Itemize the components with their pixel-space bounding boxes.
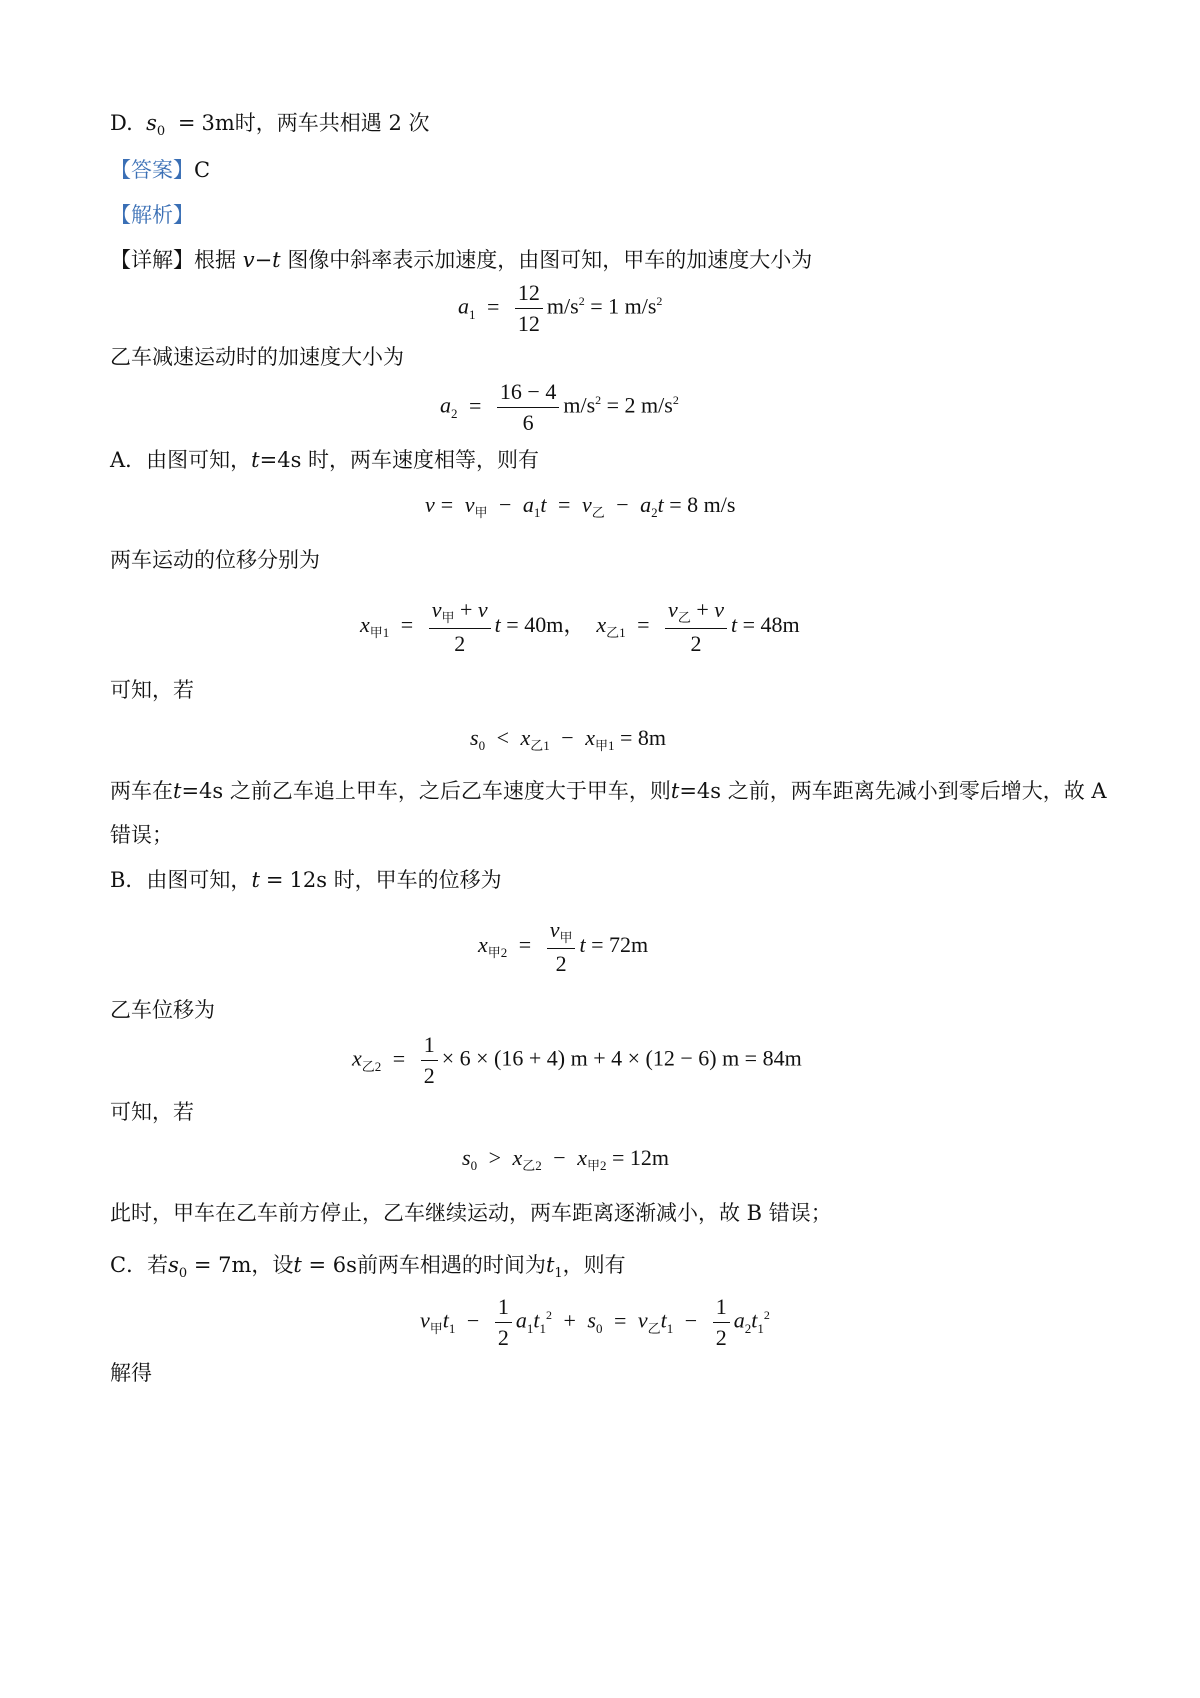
equation-x-jia2: $x_{甲2}$ = $\frac{v_甲}{2}$ t = 72m bbox=[478, 917, 649, 976]
paragraph-kezhi-1: 可知，若 bbox=[110, 678, 194, 702]
equation-a2: $a_2$ = $\frac{16 - 4}{6}$ $m/s^2 = 2$ $m/s^2$ bbox=[440, 379, 679, 435]
answer-value: C bbox=[194, 158, 211, 182]
analysis-tag: 【解析】 bbox=[110, 203, 194, 227]
option-a-line: A．由图可知，t=4s 时，两车速度相等，则有 bbox=[110, 448, 540, 472]
option-c-line: C．若$s_0 = 7m$，设t = 6s前两车相遇的时间为$t_1$，则有 bbox=[110, 1253, 626, 1281]
answer-tag: 【答案】 bbox=[110, 158, 194, 182]
answer-line bbox=[110, 155, 210, 185]
equation-c: $v_甲t_1$ − $\frac{1}{2}$ $a_1t_1^2 + s_0 = v_乙t_1$ − $\frac{1}{2}$ $a_2t_1^2$ bbox=[420, 1294, 770, 1350]
detail-line: 【详解】根据 v−t 图像中斜率表示加速度，由图可知，甲车的加速度大小为 bbox=[110, 248, 813, 272]
equation-x-yi2: $x_{乙2}$ = $\frac{1}{2}$ × 6 × (16 + 4) m + 4 × (12 − 6) m = 84m bbox=[352, 1032, 802, 1088]
option-b-line: B．由图可知，t = 12s 时，甲车的位移为 bbox=[110, 868, 502, 892]
option-a-conclusion-2: 错误； bbox=[110, 823, 173, 847]
paragraph-yi-displacement: 乙车位移为 bbox=[110, 998, 215, 1022]
paragraph-kezhi-2: 可知，若 bbox=[110, 1100, 194, 1124]
equation-x1: $x_{甲1}$ = $\frac{v_甲 + v}{2}$ t = 40m， $x_{乙1}$ = $\frac{v_乙 + v}{2}$ t = 48m bbox=[360, 597, 800, 656]
option-d-line: D. $s_0 = 3m$时，两车共相遇 2 次 bbox=[110, 111, 430, 139]
equation-a1: $a_1$ = $\frac{12}{12}$ $m/s^2 = 1$ $m/s^2$ bbox=[458, 280, 663, 336]
paragraph-yi-acc: 乙车减速运动时的加速度大小为 bbox=[110, 345, 404, 369]
equation-s0-b: $s_0 > x_{乙2} - x_{甲2} = 12m$ bbox=[462, 1145, 669, 1173]
option-b-conclusion: 此时，甲车在乙车前方停止，乙车继续运动，两车距离逐渐减小，故 B 错误； bbox=[110, 1201, 832, 1225]
equation-velocity: $v = v_甲 - a_1t = v_乙 - a_2t = 8$ m/s bbox=[425, 492, 736, 520]
paragraph-jiede: 解得 bbox=[110, 1361, 152, 1385]
equation-s0-a: $s_0 < x_{乙1} - x_{甲1} = 8m$ bbox=[470, 725, 666, 753]
paragraph-displacement: 两车运动的位移分别为 bbox=[110, 548, 320, 572]
option-a-conclusion: 两车在t=4s 之前乙车追上甲车，之后乙车速度大于甲车，则t=4s 之前，两车距离先减小到零后增大，故 A bbox=[110, 779, 1107, 803]
